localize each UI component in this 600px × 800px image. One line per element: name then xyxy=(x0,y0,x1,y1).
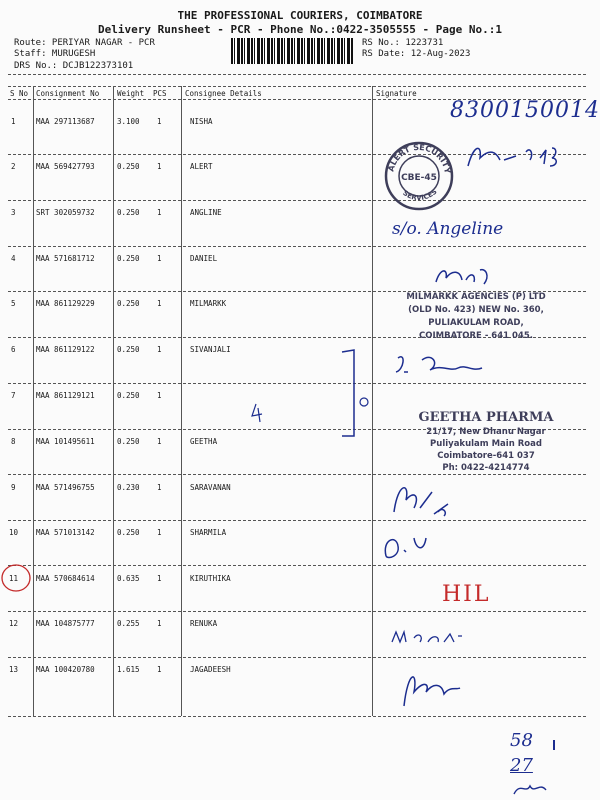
row-sno: 3 xyxy=(11,208,16,217)
row-divider xyxy=(8,565,586,566)
row-weight: 0.635 xyxy=(117,574,140,583)
signature-row-3: s/o. Angeline xyxy=(392,219,504,239)
row-weight: 0.255 xyxy=(117,619,140,628)
margin-note-58: 58 xyxy=(510,730,533,751)
row-sno: 9 xyxy=(11,483,16,492)
row-consignee: DANIEL xyxy=(190,254,218,263)
row-sno: 12 xyxy=(9,619,19,628)
row-consignment: MAA 297113687 xyxy=(36,117,95,126)
milmarkk-stamp-line: PULIAKULAM ROAD, xyxy=(428,318,524,328)
row-consignment: MAA 861129121 xyxy=(36,391,95,400)
circle-mark-row-11 xyxy=(0,563,34,595)
signature-row-13 xyxy=(392,662,464,712)
row-consignee: RENUKA xyxy=(190,619,218,628)
row-sno: 11 xyxy=(9,574,19,583)
stamp-top-text: ALERT SECURITY xyxy=(386,142,452,175)
row-pcs: 1 xyxy=(157,665,162,674)
row-consignee: ANGLINE xyxy=(190,208,222,217)
row-consignee: ALERT xyxy=(190,162,213,171)
row-weight: 1.615 xyxy=(117,665,140,674)
row-weight: 0.250 xyxy=(117,299,140,308)
row-divider xyxy=(8,520,586,521)
row-divider xyxy=(8,246,586,247)
row-sno: 10 xyxy=(9,528,19,537)
row-consignment: MAA 104875777 xyxy=(36,619,95,628)
header-divider xyxy=(8,74,586,75)
row-consignee: SIVANJALI xyxy=(190,345,231,354)
drs-number: DRS No.: DCJB122373101 xyxy=(14,61,134,71)
row-consignment: MAA 100420780 xyxy=(36,665,95,674)
row-pcs: 1 xyxy=(157,299,162,308)
row-consignee: JAGADEESH xyxy=(190,665,231,674)
row-pcs: 1 xyxy=(157,208,162,217)
row-divider xyxy=(8,200,586,201)
row-consignee: MILMARKK xyxy=(190,299,227,308)
column-divider xyxy=(33,86,34,716)
col-consignee-header: Consignee Details xyxy=(185,89,262,98)
bracket-mark xyxy=(250,348,380,443)
row-consignment: MAA 571681712 xyxy=(36,254,95,263)
row-pcs: 1 xyxy=(157,528,162,537)
row-consignment: MAA 861129229 xyxy=(36,299,95,308)
row-sno: 2 xyxy=(11,162,16,171)
row-sno: 13 xyxy=(9,665,19,674)
row-weight: 0.250 xyxy=(117,391,140,400)
signature-row-2 xyxy=(460,138,570,172)
row-consignment: MAA 571496755 xyxy=(36,483,95,492)
document-title: THE PROFESSIONAL COURIERS, COIMBATORE xyxy=(177,9,423,22)
route-line: Route: PERIYAR NAGAR - PCR xyxy=(14,38,155,48)
row-pcs: 1 xyxy=(157,437,162,446)
column-divider xyxy=(113,86,114,716)
row-weight: 0.250 xyxy=(117,162,140,171)
signature-row-12 xyxy=(388,626,468,648)
row-sno: 4 xyxy=(11,254,16,263)
row-weight: 0.250 xyxy=(117,345,140,354)
row-pcs: 1 xyxy=(157,574,162,583)
milmarkk-stamp xyxy=(376,291,576,343)
row-consignment: MAA 569427793 xyxy=(36,162,95,171)
row-consignee: SARAVANAN xyxy=(190,483,231,492)
milmarkk-stamp-line: MILMARKK AGENCIES (P) LTD xyxy=(406,292,546,302)
row-weight: 3.100 xyxy=(117,117,140,126)
signature-row-9 xyxy=(388,478,454,522)
row-consignee: SHARMILA xyxy=(190,528,227,537)
row-divider xyxy=(8,474,586,475)
stamp-mid-text: CBE-45 xyxy=(401,173,437,183)
row-consignment: SRT 302059732 xyxy=(36,208,95,217)
margin-scribble xyxy=(510,780,550,798)
row-pcs: 1 xyxy=(157,391,162,400)
row-consignment: MAA 101495611 xyxy=(36,437,95,446)
row-sno: 6 xyxy=(11,345,16,354)
stamp-bottom-text: SERVICES xyxy=(401,187,439,203)
row-pcs: 1 xyxy=(157,345,162,354)
signature-row-10 xyxy=(380,530,440,566)
svg-text:SERVICES xyxy=(401,188,438,202)
geetha-pharma-stamp xyxy=(386,410,586,474)
row-consignee: KIRUTHIKA xyxy=(190,574,231,583)
row-weight: 0.250 xyxy=(117,208,140,217)
row-consignee: GEETHA xyxy=(190,437,218,446)
row-sno: 7 xyxy=(11,391,16,400)
col-consignment-header: Consignment No xyxy=(36,89,100,98)
row-consignment: MAA 571013142 xyxy=(36,528,95,537)
row-consignment: MAA 861129122 xyxy=(36,345,95,354)
column-divider xyxy=(181,86,182,716)
margin-note-27: 27 xyxy=(510,755,533,776)
row-sno: 8 xyxy=(11,437,16,446)
column-header-top-rule xyxy=(8,86,586,87)
row-pcs: 1 xyxy=(157,162,162,171)
barcode xyxy=(231,38,353,64)
row-weight: 0.250 xyxy=(117,437,140,446)
row-pcs: 1 xyxy=(157,483,162,492)
col-sno-header: S No xyxy=(10,89,29,98)
row-pcs: 1 xyxy=(157,254,162,263)
milmarkk-stamp-line: COIMBATORE - 641 045. xyxy=(419,331,533,341)
rs-date: RS Date: 12-Aug-2023 xyxy=(362,49,471,59)
milmarkk-stamp-line: (OLD No. 423) NEW No. 360, xyxy=(408,305,544,315)
row-divider xyxy=(8,716,586,717)
row-weight: 0.250 xyxy=(117,254,140,263)
col-weight-header: Weight xyxy=(117,89,145,98)
row-sno: 5 xyxy=(11,299,16,308)
svg-text:ALERT SECURITY xyxy=(386,143,452,175)
col-signature-header: Signature xyxy=(376,89,417,98)
document-subtitle: Delivery Runsheet - PCR - Phone No.:0422-3505555 - Page No.:1 xyxy=(98,23,502,36)
row-consignee: NISHA xyxy=(190,117,213,126)
hil-mark: HIL xyxy=(442,582,491,607)
alert-security-stamp xyxy=(383,140,455,212)
geetha-stamp-line: Puliyakulam Main Road xyxy=(430,439,542,449)
handwritten-phone: 8300150014 xyxy=(450,98,600,123)
margin-tick xyxy=(553,740,558,750)
row-divider xyxy=(8,657,586,658)
row-sno: 1 xyxy=(11,117,16,126)
geetha-stamp-line: Coimbatore-641 037 xyxy=(437,451,535,461)
row-divider xyxy=(8,611,586,612)
row-consignment: MAA 570684614 xyxy=(36,574,95,583)
geetha-stamp-line: Ph: 0422-4214774 xyxy=(442,463,530,473)
geetha-stamp-line: GEETHA PHARMA xyxy=(418,410,554,425)
geetha-stamp-line: 21/17, New Dhanu Nagar xyxy=(426,427,546,437)
signature-row-4 xyxy=(432,262,502,288)
row-pcs: 1 xyxy=(157,619,162,628)
rs-number: RS No.: 1223731 xyxy=(362,38,444,48)
row-weight: 0.250 xyxy=(117,528,140,537)
row-pcs: 1 xyxy=(157,117,162,126)
col-pcs-header: PCS xyxy=(153,89,167,98)
row-weight: 0.230 xyxy=(117,483,140,492)
signature-row-6 xyxy=(392,350,502,380)
staff-line: Staff: MURUGESH xyxy=(14,49,96,59)
